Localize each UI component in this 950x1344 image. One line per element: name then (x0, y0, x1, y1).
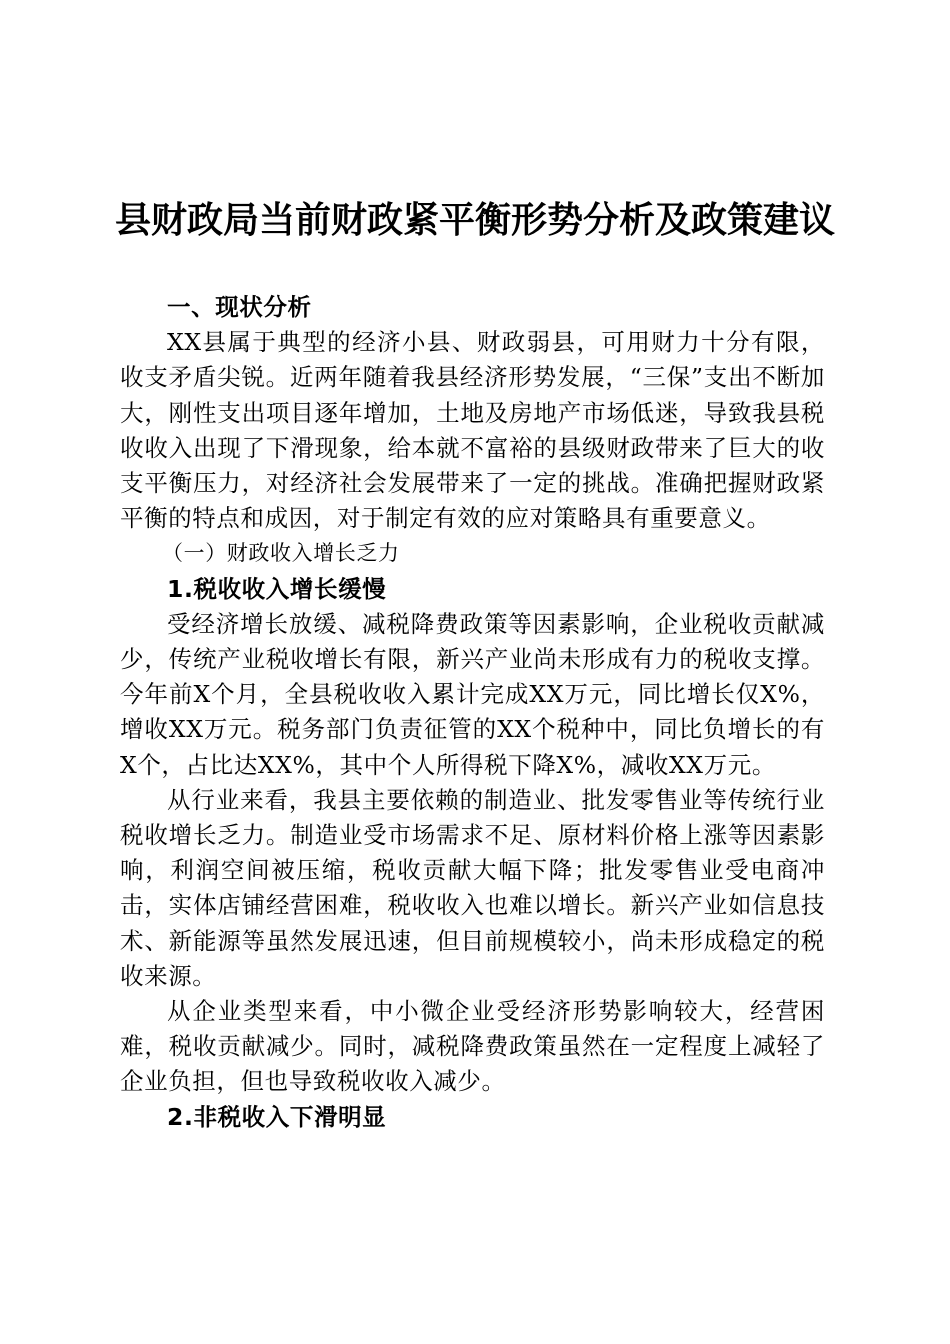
paragraph-tax-by-enterprise: 从企业类型来看，中小微企业受经济形势影响较大，经营困难，税收贡献减少。同时，减税降费政策虽然在一定程度上减轻了企业负担，但也导致税收收入减少。 (120, 997, 825, 1096)
document-title: 县财政局当前财政紧平衡形势分析及政策建议 (114, 199, 835, 241)
paragraph-section-intro: XX县属于典型的经济小县、财政弱县，可用财力十分有限，收支矛盾尖锐。近两年随着我县经济形势发展，“三保”支出不断加大，刚性支出项目逐年增加，土地及房地产市场低迷，导致我县税收收入出现了下滑现象，给本就不富裕的县级财政带来了巨大的收支平衡压力，对经济社会发展带来了一定的挑战。准确把握财政紧平衡的特点和成因，对于制定有效的应对策略具有重要意义。 (120, 328, 825, 533)
item-heading-tax-revenue: 1.税收收入增长缓慢 (167, 574, 387, 603)
section-heading-status-analysis: 一、现状分析 (167, 293, 312, 321)
item-heading-non-tax-revenue: 2.非税收入下滑明显 (167, 1102, 387, 1131)
paragraph-tax-revenue-overview: 受经济增长放缓、减税降费政策等因素影响，企业税收贡献减少，传统产业税收增长有限，新兴产业尚未形成有力的税收支撑。今年前X个月，全县税收收入累计完成XX万元，同比增长仅X%，增收XX万元。税务部门负责征管的XX个税种中，同比负增长的有X个，占比达XX%，其中个人所得税下降X%，减收XX万元。 (120, 609, 825, 779)
document-body (120, 290, 825, 1135)
subsection-heading-revenue-growth: （一）财政收入增长乏力 (162, 541, 400, 566)
paragraph-tax-by-industry: 从行业来看，我县主要依赖的制造业、批发零售业等传统行业税收增长乏力。制造业受市场需求不足、原材料价格上涨等因素影响，利润空间被压缩，税收贡献大幅下降；批发零售业受电商冲击，实体店铺经营困难，税收收入也难以增长。新兴产业如信息技术、新能源等虽然发展迅速，但目前规模较小，尚未形成稳定的税收来源。 (120, 785, 825, 990)
